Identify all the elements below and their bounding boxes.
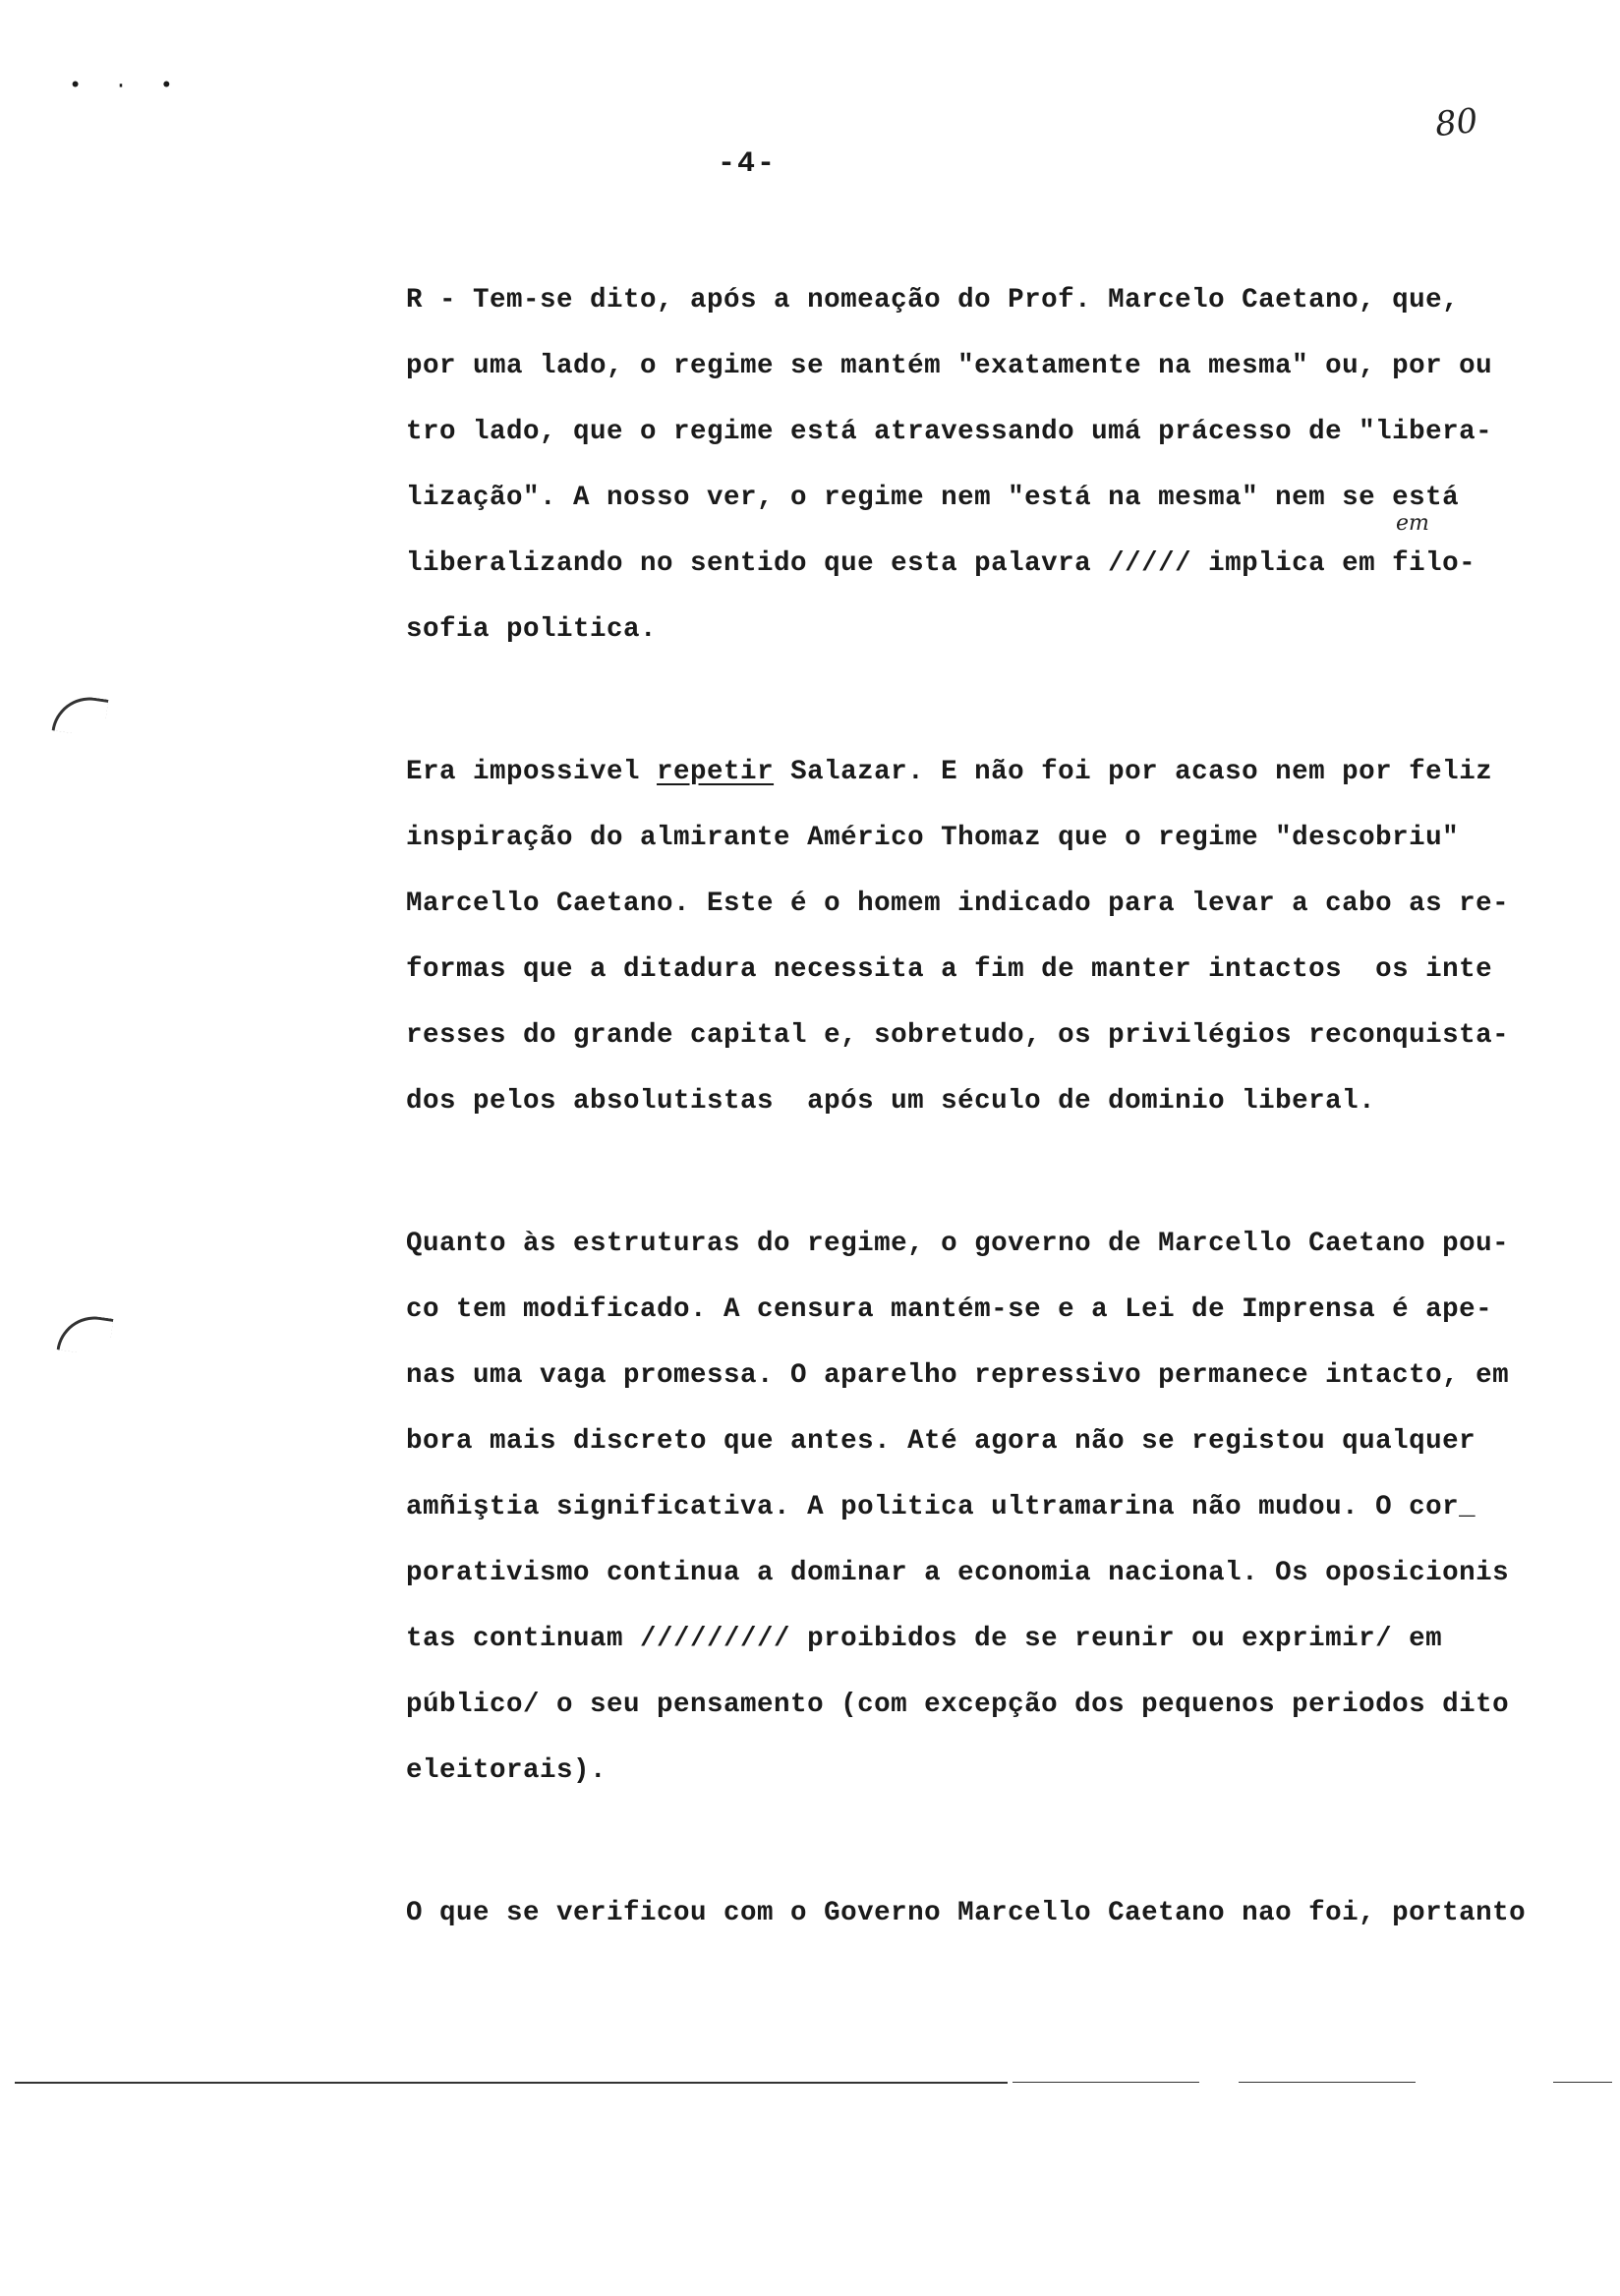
text-line: co tem modificado. A censura mantém-se e a Lei de Imprensa é ape- [406, 1294, 1493, 1325]
text-line: tas continuam ///////// proibidos de se reunir ou exprimir/ em [406, 1624, 1443, 1654]
text-line: O que se verificou com o Governo Marcello Caetano nao foi, portanto [406, 1898, 1527, 1928]
text-line: porativismo continua a dominar a economia nacional. Os oposicionis [406, 1558, 1510, 1588]
handwritten-insert-em: em [1396, 511, 1429, 536]
text-line: inspiração do almirante Américo Thomaz que o regime "descobriu" [406, 823, 1460, 853]
text-line: eleitorais). [406, 1755, 608, 1786]
text-line: nas uma vaga promessa. O aparelho repressivo permanece intacto, em [406, 1360, 1510, 1391]
document-body [406, 267, 1586, 2023]
text-line: Marcello Caetano. Este é o homem indicado para levar a cabo as re- [406, 889, 1510, 919]
corner-marks: • · • [69, 74, 184, 98]
margin-mark-2 [57, 1312, 114, 1357]
text-line: formas que a ditadura necessita a fim de manter intactos os inte [406, 954, 1493, 985]
page-bottom-rule [1012, 2082, 1199, 2083]
paragraph-4 [406, 1880, 1586, 1946]
text-line: lização". A nosso ver, o regime nem "está na mesma" nem se está [406, 483, 1460, 513]
text-line: por uma lado, o regime se mantém "exatamente na mesma" ou, por ou [406, 351, 1493, 381]
text-line: bora mais discreto que antes. Até agora não se registou qualquer [406, 1426, 1476, 1457]
text-line [406, 739, 1586, 805]
handwritten-folio-number: 80 [1433, 100, 1480, 145]
text-line: resses do grande capital e, sobretudo, os privilégios reconquista- [406, 1020, 1510, 1051]
text-line: público/ o seu pensamento (com excepção dos pequenos periodos dito [406, 1690, 1510, 1720]
paragraph-2 [406, 739, 1586, 1134]
page-bottom-rule [1239, 2082, 1416, 2083]
text-line: amñiştia significativa. A politica ultramarina não mudou. O cor_ [406, 1492, 1476, 1522]
text-line: sofia politica. [406, 614, 658, 645]
text-fragment: Era impossivel [406, 757, 658, 787]
text-line: R - Tem-se dito, após a nomeação do Prof. Marcelo Caetano, que, [406, 285, 1460, 316]
page-bottom-rule [1553, 2082, 1612, 2083]
paragraph-3 [406, 1211, 1586, 1804]
paragraph-1 [406, 267, 1586, 662]
underlined-word: repetir [657, 757, 775, 787]
text-line: Quanto às estruturas do regime, o governo de Marcello Caetano pou- [406, 1229, 1510, 1259]
page-bottom-rule [15, 2082, 1008, 2084]
text-line: tro lado, que o regime está atravessando umá prácesso de "libera- [406, 417, 1493, 447]
page-number: -4- [718, 147, 778, 181]
margin-mark-1 [52, 693, 109, 738]
text-fragment: Salazar. E não foi por acaso nem por feliz [774, 757, 1493, 787]
text-line: liberalizando no sentido que esta palavra ///// implica em filo- [406, 548, 1476, 579]
text-line: dos pelos absolutistas após um século de dominio liberal. [406, 1086, 1376, 1117]
